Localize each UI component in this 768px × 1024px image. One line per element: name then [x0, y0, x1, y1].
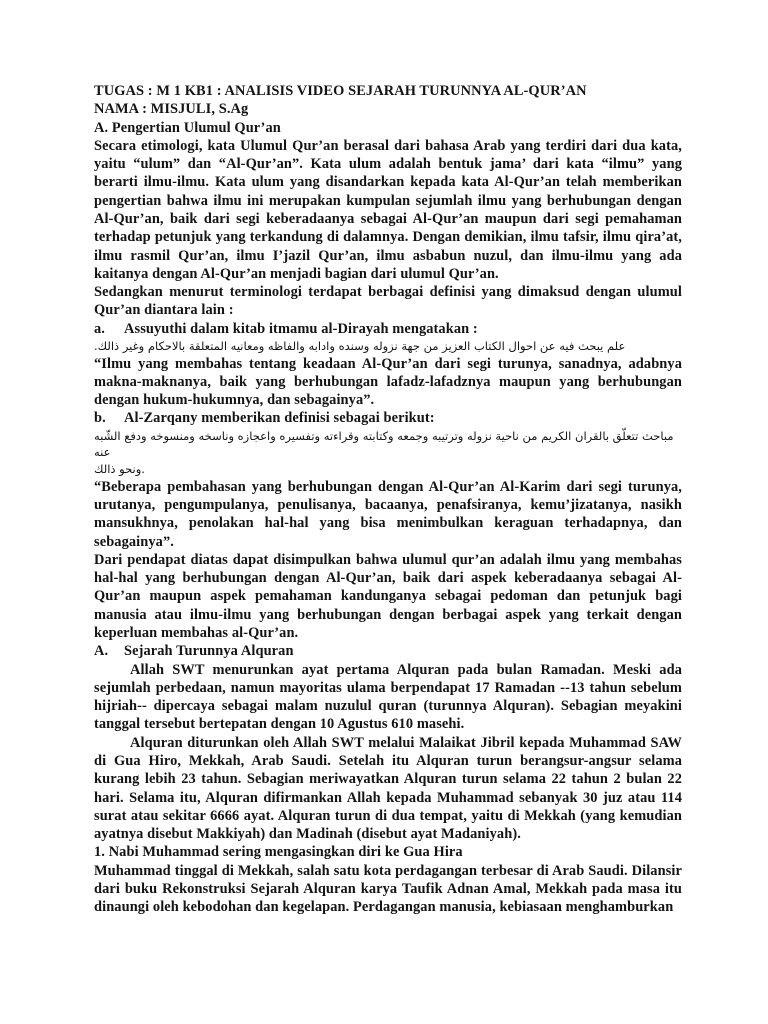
list-item-a — [94, 320, 682, 338]
section-sejarah-heading — [94, 642, 682, 660]
section-sejarah-heading-marker: A. — [94, 643, 109, 660]
subsection-1-heading: 1. Nabi Muhammad sering mengasingkan diri ke Gua Hira — [94, 844, 463, 861]
doc-title: TUGAS : M 1 KB1 : ANALISIS VIDEO SEJARAH TURUNNYA AL-QUR’AN — [94, 83, 587, 99]
paragraph-subsection-1: Muhammad tinggal di Mekkah, salah satu kota perdagangan terbesar di Arab Saudi. Dilansir dari buku Rekonstruksi Sejarah Alquran karya Taufik Adnan Amal, Mekkah pada masa itu dinaungi oleh kebodohan dan kegelapan. Perdagangan manusia, kebiasaan menghamburkan — [94, 862, 682, 916]
list-item-a-label: Assuyuthi dalam kitab itmamu al-Dirayah mengatakan : — [124, 320, 478, 337]
list-item-b-marker: b. — [94, 410, 106, 427]
list-item-b — [94, 409, 682, 427]
author-line: NAMA : MISJULI, S.Ag — [94, 101, 249, 118]
paragraph-pengertian-2: Sedangkan menurut terminologi terdapat berbagai definisi yang dimaksud dengan ulumul Qur’an diantara lain : — [94, 284, 682, 319]
paragraph-pengertian-3: Dari pendapat diatas dapat disimpulkan bahwa ulumul qur’an adalah ilmu yang membahas hal-hal yang berhubungan dengan Al-Qur’an, baik dari aspek keberadaanya sebagai Al-Qur’an maupun aspek pemahaman kandunganya sebagai pedoman dan petunjuk bagi manusia atau ilmu-ilmu yang berhubungan dengan berbagai aspek yang terkait dengan keperluan membahas al-Qur’an. — [94, 551, 682, 641]
arabic-quote-a: علم يبحث فيه عن احوال الكتاب العزيز من جهة نزوله وسنده وادابه والفاظه ومعانيه المتعلقة بالاحكام وغير ذالك. — [94, 338, 626, 353]
section-pengertian-heading: A. Pengertian Ulumul Qur’an — [94, 119, 281, 136]
quote-translation-b: “Beberapa pembahasan yang berhubungan dengan Al-Qur’an Al-Karim dari segi turunya, urutanya, pengumpulanya, penulisanya, bacaanya, penafsiranya, kemu’jizatanya, nasikh mansukhnya, penolakan hal-hal yang bisa menimbulkan keraguan terhadapnya, dan sebagainya”. — [94, 478, 682, 550]
arabic-quote-b-line2: ونحو ذالك. — [94, 462, 145, 477]
list-item-a-marker: a. — [94, 320, 105, 337]
paragraph-pengertian-1: Secara etimologi, kata Ulumul Qur’an berasal dari bahasa Arab yang terdiri dari dua kata, yaitu “ulum” dan “Al-Qur’an”. Kata ulum adalah bentuk jama’ dari kata “ilmu” yang berarti ilmu-ilmu. Kata ulum yang disandarkan kepada kata Al-Qur’an telah memberikan pengertian bahwa ilmu ini merupakan kumpulan sejumlah ilmu yang berhubungan dengan Al-Qur’an, baik dari segi keberadaanya sebagai Al-Qur’an maupun dari segi pemahaman terhadap petunjuk yang terkandung di dalamnya. Dengan demikian, ilmu tafsir, ilmu qira’at, ilmu rasmil Qur’an, ilmu I’jazil Qur’an, ilmu asbabun nuzul, dan ilmu-ilmu yang ada kaitanya dengan Al-Qur’an menjadi bagian dari ulumul Qur’an. — [94, 137, 682, 282]
paragraph-sejarah-1: Allah SWT menurunkan ayat pertama Alquran pada bulan Ramadan. Meski ada sejumlah perbedaan, namun mayoritas ulama berpendapat 17 Ramadan --13 tahun sebelum hijriah-- dipercaya sebagai malam nuzulul quran (turunnya Alquran). Sebagian meyakini tanggal tersebut bertepatan dengan 10 Agustus 610 masehi. — [94, 661, 682, 733]
list-item-b-label: Al-Zarqany memberikan definisi sebagai berikut: — [124, 410, 435, 427]
section-sejarah-heading-label: Sejarah Turunnya Alquran — [124, 643, 294, 660]
quote-translation-a: “Ilmu yang membahas tentang keadaan Al-Qur’an dari segi turunya, sanadnya, adabnya makna-maknanya, baik yang berhubungan lafadz-lafadznya maupun yang berhubungan dengan hukum-hukumnya, dan sebagainya”. — [94, 355, 682, 409]
paragraph-sejarah-2: Alquran diturunkan oleh Allah SWT melalui Malaikat Jibril kepada Muhammad SAW di Gua Hiro, Mekkah, Arab Saudi. Setelah itu Alquran turun berangsur-angsur selama kurang lebih 23 tahun. Sebagian meriwayatkan Alquran turun selama 22 tahun 2 bulan 22 hari. Selama itu, Alquran difirmankan Allah kepada Muhammad sebanyak 30 juz atau 114 surat atau sekitar 6666 ayat. Alquran turun di dua tempat, yaitu di Mekkah (yang kemudian ayatnya disebut Makkiyah) dan Madinah (disebut ayat Madaniyah). — [94, 734, 682, 843]
document-page — [94, 82, 682, 917]
arabic-quote-b-line1: مباحث تتعلّق بالقران الكريم من ناحية نزوله وترتيبه وجمعه وكتابته وقراءته وتفسيره واعجازه وناسخه ومنسوخه ودفع الشّبه عنه — [94, 428, 674, 460]
